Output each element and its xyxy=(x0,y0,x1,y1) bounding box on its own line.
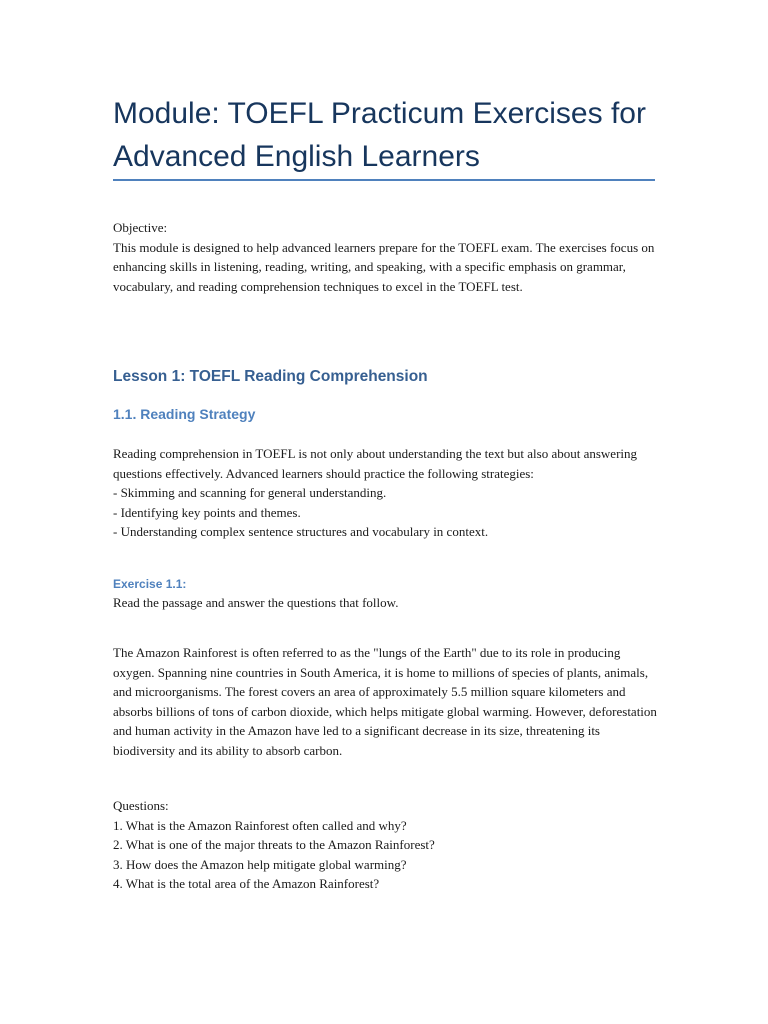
document-title: Module: TOEFL Practicum Exercises for Advanced English Learners xyxy=(113,97,646,173)
question-item: 4. What is the total area of the Amazon Rainforest? xyxy=(113,876,380,891)
strategy-section xyxy=(113,444,658,542)
question-item: 3. How does the Amazon help mitigate global warming? xyxy=(113,856,407,872)
strategy-item: - Identifying key points and themes. xyxy=(113,504,301,520)
question-item: 1. What is the Amazon Rainforest often called and why? xyxy=(113,817,407,833)
objective-text: This module is designed to help advanced learners prepare for the TOEFL exam. The exercises focus on enhancing skills in listening, reading, writing, and speaking, with a specific emphasis on grammar, vocabulary, and reading comprehension techniques to excel in the TOEFL test. xyxy=(113,239,655,294)
reading-passage: The Amazon Rainforest is often referred to as the "lungs of the Earth" due to its role in producing oxygen. Spanning nine countries in South America, it is home to millions of species of plants, animals, and microorganisms. The forest covers an area of approximately 5.5 million square kilometers and absorbs billions of tons of carbon dioxide, which helps mitigate global warming. However, deforestation and human activity in the Amazon have led to a significant decrease in its size, threatening its biodiversity and its ability to absorb carbon. xyxy=(113,645,657,758)
objective-label: Objective: xyxy=(113,220,168,235)
lesson-heading: Lesson 1: TOEFL Reading Comprehension xyxy=(113,368,428,385)
strategy-item: - Understanding complex sentence structures and vocabulary in context. xyxy=(113,524,489,539)
exercise-instruction: Read the passage and answer the questions that follow. xyxy=(113,595,399,610)
section-heading: 1.1. Reading Strategy xyxy=(113,406,256,422)
question-item: 2. What is one of the major threats to the Amazon Rainforest? xyxy=(113,837,435,852)
exercise-heading: Exercise 1.1: xyxy=(113,577,187,591)
strategy-intro: Reading comprehension in TOEFL is not only about understanding the text but also about answering questions effectively. Advanced learners should practice the following strategies: xyxy=(113,446,638,481)
questions-section xyxy=(113,796,658,894)
title-underline-rule xyxy=(113,179,655,181)
questions-label: Questions: xyxy=(113,798,169,813)
objective-section xyxy=(113,218,658,296)
strategy-item: - Skimming and scanning for general understanding. xyxy=(113,485,387,500)
